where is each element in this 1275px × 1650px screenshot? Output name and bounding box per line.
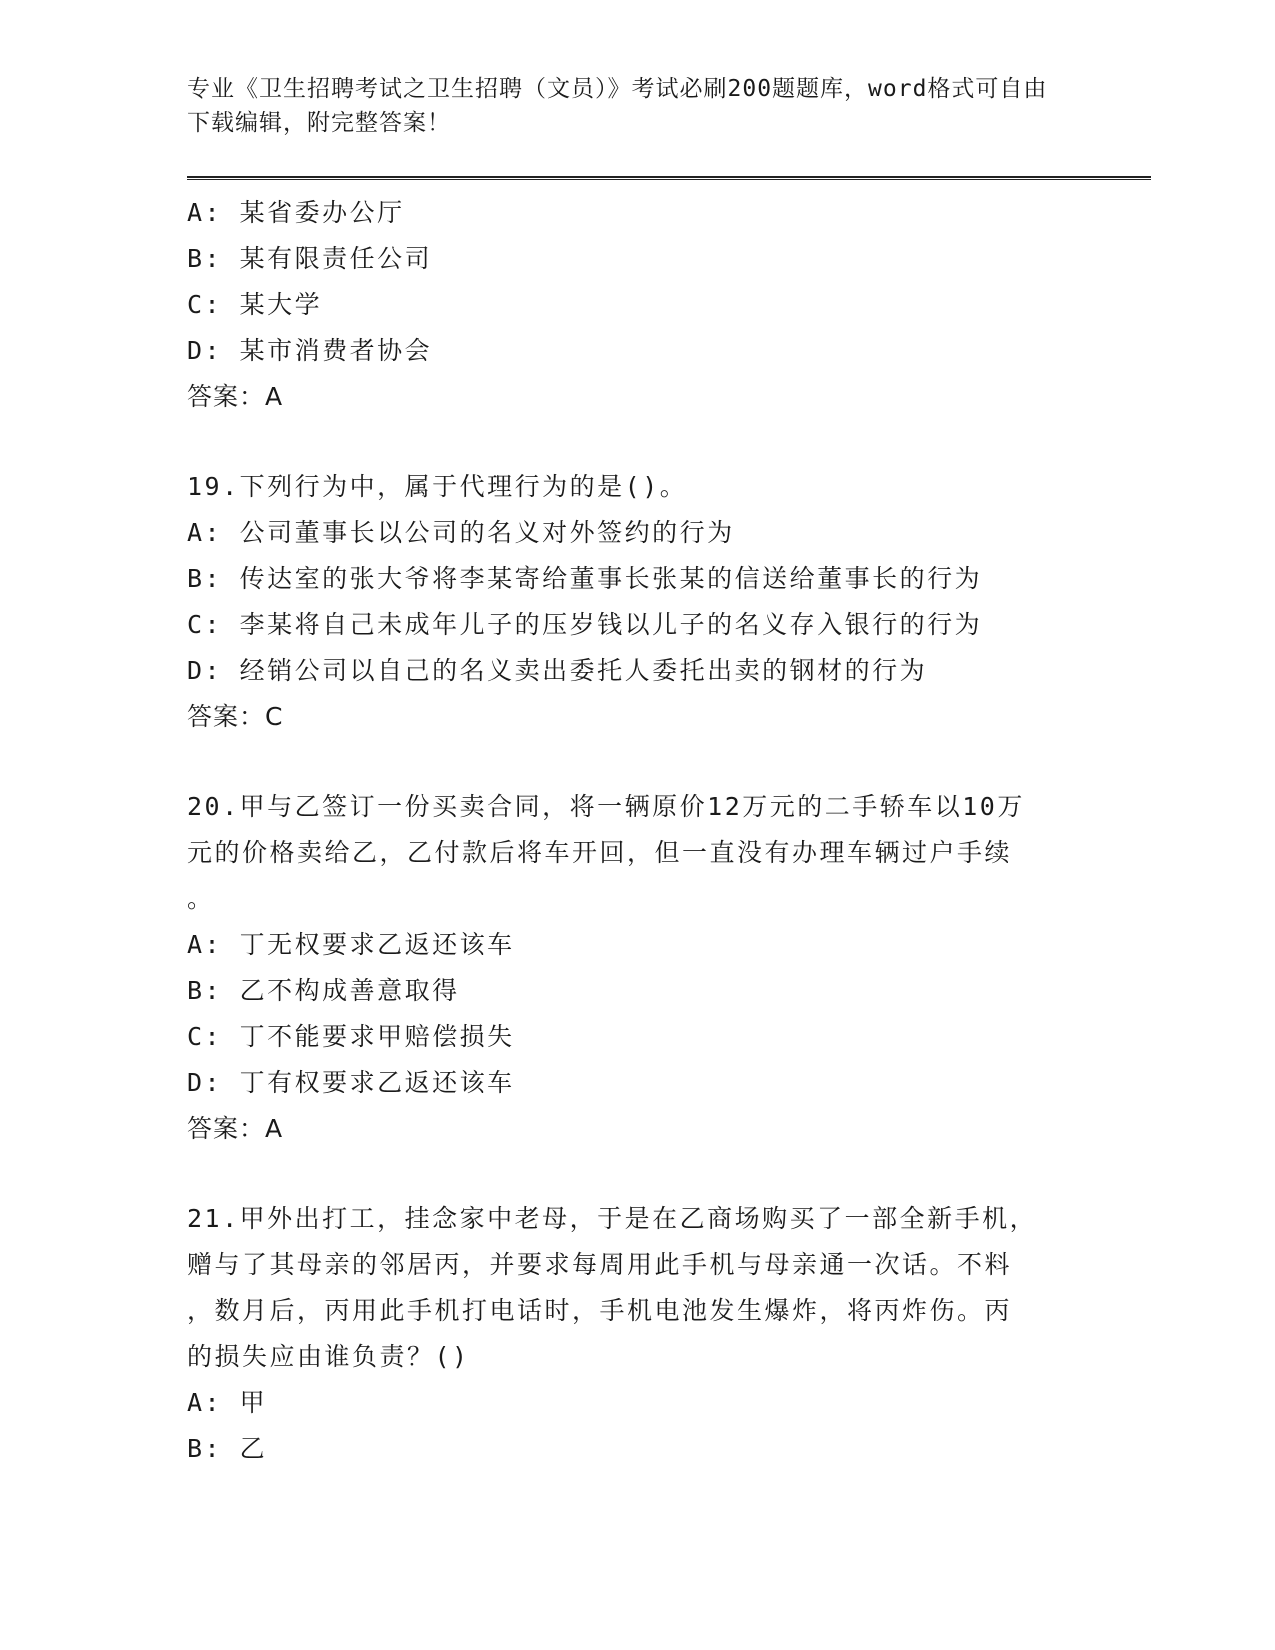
question-20: [187, 784, 1087, 1152]
question-stem-line: 元的价格卖给乙，乙付款后将车开回，但一直没有办理车辆过户手续: [187, 838, 1013, 867]
document-header-title: 专业《卫生招聘考试之卫生招聘（文员）》考试必刷200题题库，word格式可自由下载编辑，附完整答案！: [187, 76, 1048, 136]
option-c: C: 某大学: [187, 290, 323, 319]
answer-line: 答案：A: [187, 382, 284, 411]
option-b: B: 某有限责任公司: [187, 244, 433, 273]
option-a: A: 甲: [187, 1388, 268, 1417]
question-stem-line: 赠与了其母亲的邻居丙，并要求每周用此手机与母亲通一次话。不料: [187, 1250, 1013, 1279]
option-c: C: 李某将自己未成年儿子的压岁钱以儿子的名义存入银行的行为: [187, 610, 983, 639]
option-d: D: 经销公司以自己的名义卖出委托人委托出卖的钢材的行为: [187, 656, 928, 685]
option-d: D: 丁有权要求乙返还该车: [187, 1068, 515, 1097]
spacer: [187, 420, 1087, 464]
question-stem: 19.下列行为中，属于代理行为的是()。: [187, 472, 688, 501]
option-b: B: 传达室的张大爷将李某寄给董事长张某的信送给董事长的行为: [187, 564, 983, 593]
option-d: D: 某市消费者协会: [187, 336, 433, 365]
option-b: B: 乙不构成善意取得: [187, 976, 460, 1005]
spacer: [187, 1152, 1087, 1196]
question-21: [187, 1196, 1087, 1472]
answer-line: 答案：A: [187, 1114, 284, 1143]
option-c: C: 丁不能要求甲赔偿损失: [187, 1022, 515, 1051]
header-divider: [187, 176, 1151, 180]
question-19: [187, 464, 1087, 740]
question-stem-line: 21.甲外出打工，挂念家中老母，于是在乙商场购买了一部全新手机，: [187, 1204, 1038, 1233]
question-stem-line: 的损失应由谁负责？(): [187, 1342, 470, 1371]
option-a: A: 某省委办公厅: [187, 198, 405, 227]
spacer: [187, 740, 1087, 784]
option-a: A: 公司董事长以公司的名义对外签约的行为: [187, 518, 735, 547]
answer-line: 答案：C: [187, 702, 284, 731]
question-stem-line: ，数月后，丙用此手机打电话时，手机电池发生爆炸，将丙炸伤。丙: [187, 1296, 1013, 1325]
document-body: [187, 190, 1087, 1472]
question-stem-line: 。: [187, 884, 215, 913]
question-18: [187, 190, 1087, 420]
option-a: A: 丁无权要求乙返还该车: [187, 930, 515, 959]
question-stem-line: 20.甲与乙签订一份买卖合同，将一辆原价12万元的二手轿车以10万: [187, 792, 1025, 821]
option-b: B: 乙: [187, 1434, 268, 1463]
